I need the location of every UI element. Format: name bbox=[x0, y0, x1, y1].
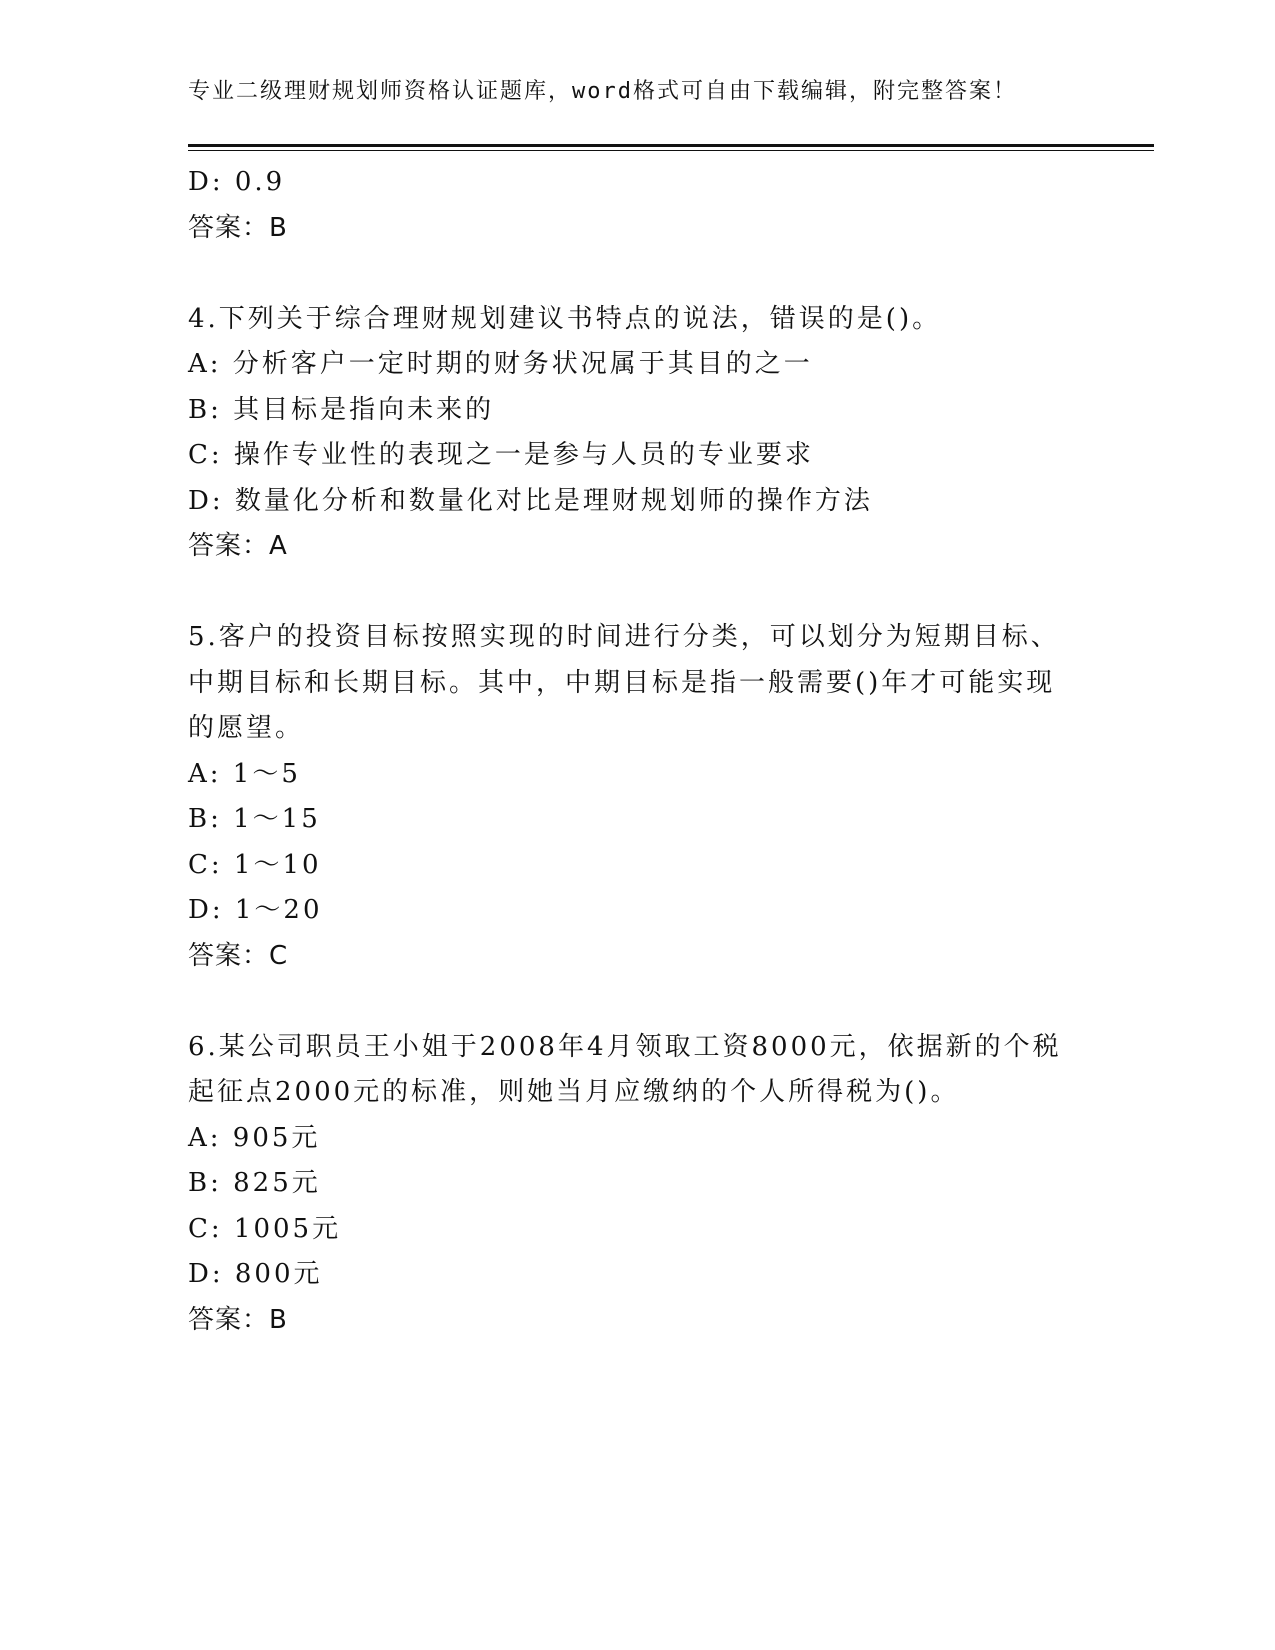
option-d: D: 0.9 bbox=[188, 167, 286, 197]
option-a: A: 分析客户一定时期的财务状况属于其目的之一 bbox=[188, 349, 813, 379]
question-stem: 4.下列关于综合理财规划建议书特点的说法，错误的是()。 bbox=[188, 303, 942, 334]
answer-line: 答案：B bbox=[188, 212, 288, 243]
option-b: B: 其目标是指向未来的 bbox=[188, 394, 495, 425]
question-stem: 5.客户的投资目标按照实现的时间进行分类，可以划分为短期目标、 bbox=[188, 622, 1060, 652]
option-c: C: 操作专业性的表现之一是参与人员的专业要求 bbox=[188, 440, 814, 470]
answer-line: 答案：C bbox=[188, 940, 289, 971]
header-divider-thick bbox=[188, 144, 1154, 147]
document-body bbox=[188, 160, 1088, 1343]
option-a: A: 905元 bbox=[188, 1122, 321, 1153]
question-stem: 的愿望。 bbox=[188, 713, 305, 743]
question-4 bbox=[188, 297, 1088, 570]
question-6 bbox=[188, 1025, 1088, 1344]
option-d: D: 数量化分析和数量化对比是理财规划师的操作方法 bbox=[188, 485, 873, 516]
option-d: D: 1～20 bbox=[188, 895, 323, 925]
option-a: A: 1～5 bbox=[188, 758, 301, 789]
question-5 bbox=[188, 615, 1088, 979]
spacer bbox=[188, 979, 1088, 1025]
option-b: B: 1～15 bbox=[188, 804, 321, 834]
answer-line: 答案：A bbox=[188, 531, 288, 561]
header-divider-thin bbox=[188, 150, 1154, 151]
question-stem: 起征点2000元的标准，则她当月应缴纳的个人所得税为()。 bbox=[188, 1077, 960, 1107]
page-header: 专业二级理财规划师资格认证题库，word格式可自由下载编辑，附完整答案！ bbox=[188, 79, 1017, 104]
option-c: C: 1～10 bbox=[188, 849, 322, 880]
spacer bbox=[188, 570, 1088, 616]
question-stem: 中期目标和长期目标。其中，中期目标是指一般需要()年才可能实现 bbox=[188, 667, 1056, 698]
option-b: B: 825元 bbox=[188, 1168, 321, 1198]
option-d: D: 800元 bbox=[188, 1259, 323, 1289]
option-c: C: 1005元 bbox=[188, 1213, 342, 1244]
question-stem: 6.某公司职员王小姐于2008年4月领取工资8000元，依据新的个税 bbox=[188, 1031, 1062, 1062]
answer-line: 答案：B bbox=[188, 1304, 288, 1335]
spacer bbox=[188, 251, 1088, 297]
